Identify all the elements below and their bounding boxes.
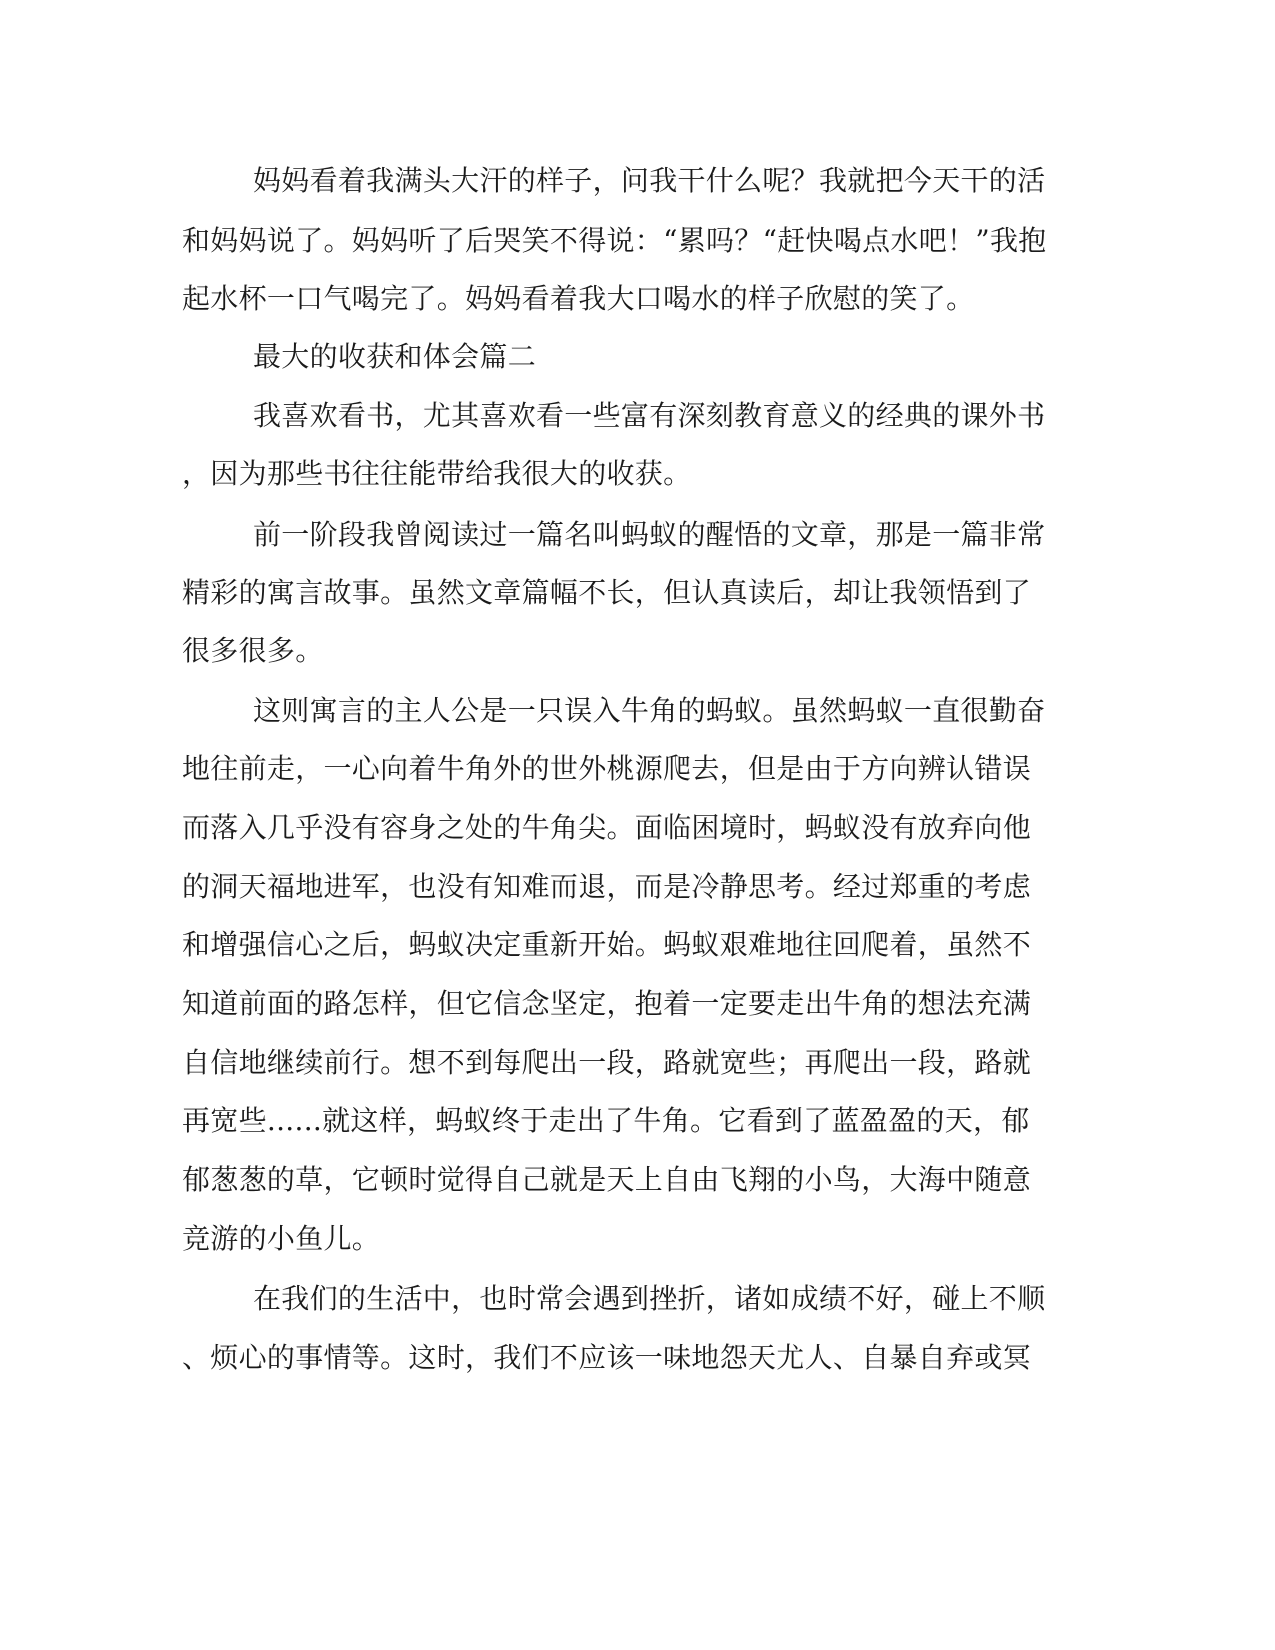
paragraph-line: 精彩的寓言故事。虽然文章篇幅不长，但认真读后，却让我领悟到了 [182, 576, 1032, 609]
paragraph-line: 很多很多。 [182, 634, 324, 667]
paragraph-line: 自信地继续前行。想不到每爬出一段，路就宽些；再爬出一段，路就 [182, 1046, 1032, 1079]
paragraph-line: 这则寓言的主人公是一只误入牛角的蚂蚁。虽然蚂蚁一直很勤奋 [253, 694, 1046, 727]
paragraph-line: 再宽些......就这样，蚂蚁终于走出了牛角。它看到了蓝盈盈的天，郁 [182, 1104, 1030, 1137]
paragraph-line: 而落入几乎没有容身之处的牛角尖。面临困境时，蚂蚁没有放弃向他 [182, 811, 1032, 844]
paragraph-line: 前一阶段我曾阅读过一篇名叫蚂蚁的醒悟的文章，那是一篇非常 [253, 518, 1046, 551]
paragraph-line: 妈妈看着我满头大汗的样子，问我干什么呢？我就把今天干的活 [253, 164, 1046, 197]
paragraph-line: 知道前面的路怎样，但它信念坚定，抱着一定要走出牛角的想法充满 [182, 987, 1032, 1020]
paragraph-line: 地往前走，一心向着牛角外的世外桃源爬去，但是由于方向辨认错误 [182, 752, 1032, 785]
paragraph-line: 起水杯一口气喝完了。妈妈看着我大口喝水的样子欣慰的笑了。 [182, 282, 975, 315]
paragraph-line: 我喜欢看书，尤其喜欢看一些富有深刻教育意义的经典的课外书 [253, 399, 1046, 432]
paragraph-line: 在我们的生活中，也时常会遇到挫折，诸如成绩不好，碰上不顺 [253, 1282, 1046, 1315]
paragraph-line: 竞游的小鱼儿。 [182, 1222, 381, 1255]
paragraph-line: 的洞天福地进军，也没有知难而退，而是冷静思考。经过郑重的考虑 [182, 870, 1032, 903]
paragraph-line: ，因为那些书往往能带给我很大的收获。 [182, 457, 692, 490]
paragraph-line: 和妈妈说了。妈妈听了后哭笑不得说：“累吗？“赶快喝点水吧！”我抱 [182, 224, 1047, 257]
paragraph-line: 郁葱葱的草，它顿时觉得自己就是天上自由飞翔的小鸟，大海中随意 [182, 1163, 1032, 1196]
section-heading: 最大的收获和体会篇二 [253, 340, 537, 373]
paragraph-line: 和增强信心之后，蚂蚁决定重新开始。蚂蚁艰难地往回爬着，虽然不 [182, 928, 1032, 961]
paragraph-line: 、烦心的事情等。这时，我们不应该一味地怨天尤人、自暴自弃或冥 [182, 1341, 1032, 1374]
